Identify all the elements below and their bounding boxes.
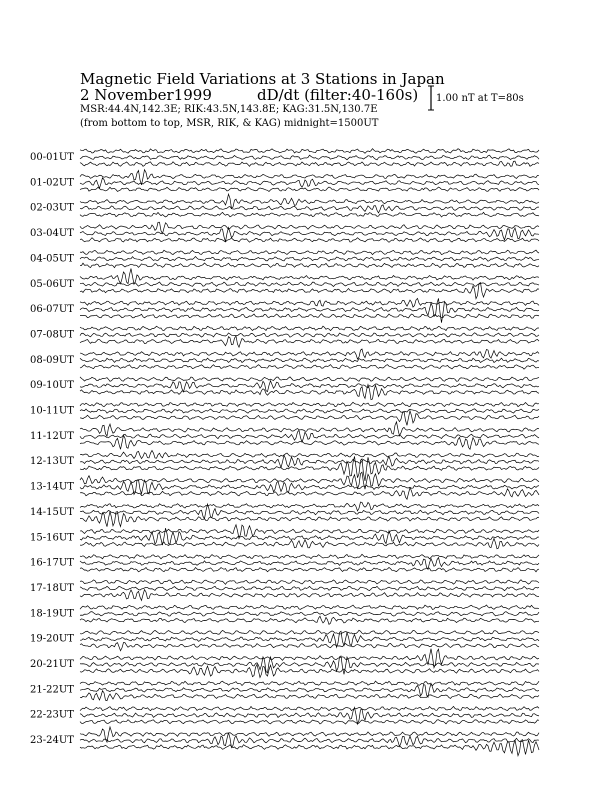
trace-kag bbox=[80, 706, 539, 710]
trace-kag bbox=[80, 580, 539, 585]
trace-msr bbox=[80, 740, 539, 756]
trace-kag bbox=[80, 422, 539, 436]
row-label: 16-17UT bbox=[30, 557, 74, 569]
trace-kag bbox=[80, 298, 539, 307]
row-label: 10-11UT bbox=[30, 405, 74, 417]
trace-msr bbox=[80, 336, 539, 347]
date-label: 2 November1999 bbox=[80, 86, 212, 104]
trace-row bbox=[30, 649, 539, 678]
trace-msr bbox=[80, 385, 539, 400]
trace-row bbox=[30, 605, 539, 624]
trace-row bbox=[30, 250, 539, 267]
row-label: 20-21UT bbox=[30, 659, 74, 670]
trace-rik bbox=[80, 155, 539, 160]
trace-msr bbox=[80, 590, 539, 601]
trace-rik bbox=[80, 381, 539, 392]
trace-kag bbox=[80, 630, 539, 634]
trace-row bbox=[30, 326, 539, 347]
row-label: 21-22UT bbox=[30, 684, 74, 696]
trace-kag bbox=[80, 149, 539, 154]
trace-kag bbox=[80, 450, 539, 458]
row-label: 12-13UT bbox=[30, 456, 74, 468]
trace-rik bbox=[80, 178, 539, 188]
trace-row bbox=[30, 681, 539, 701]
trace-msr bbox=[80, 365, 539, 370]
scale-bar bbox=[428, 86, 434, 110]
trace-msr bbox=[80, 643, 539, 651]
trace-row bbox=[30, 269, 539, 299]
trace-row bbox=[30, 525, 539, 549]
trace-rik bbox=[80, 656, 539, 674]
trace-row bbox=[30, 149, 539, 167]
trace-rik bbox=[80, 612, 539, 616]
trace-msr bbox=[80, 263, 539, 268]
row-label: 11-12UT bbox=[30, 430, 74, 442]
trace-rik bbox=[80, 430, 539, 442]
trace-msr bbox=[80, 720, 539, 724]
scale-bar-label: 1.00 nT at T=80s bbox=[436, 93, 524, 104]
chart-title: Magnetic Field Variations at 3 Stations in Japan bbox=[80, 70, 445, 88]
trace-row bbox=[30, 450, 539, 481]
trace-rik bbox=[80, 257, 539, 262]
trace-row bbox=[30, 580, 539, 601]
trace-row bbox=[30, 630, 539, 650]
trace-kag bbox=[80, 727, 539, 742]
row-label: 04-05UT bbox=[30, 253, 74, 265]
trace-rik bbox=[80, 333, 539, 337]
trace-rik bbox=[80, 409, 539, 413]
trace-kag bbox=[80, 502, 539, 511]
row-label: 08-09UT bbox=[30, 354, 74, 366]
trace-row bbox=[30, 222, 539, 242]
trace-msr bbox=[80, 161, 539, 166]
trace-row bbox=[30, 554, 539, 572]
row-label: 06-07UT bbox=[30, 304, 74, 316]
trace-msr bbox=[80, 435, 539, 449]
trace-row bbox=[30, 706, 539, 724]
row-label: 18-19UT bbox=[30, 608, 74, 620]
row-label: 02-03UT bbox=[30, 202, 74, 214]
trace-row bbox=[30, 727, 539, 756]
trace-msr bbox=[80, 187, 539, 191]
trace-msr bbox=[80, 314, 539, 318]
row-label: 00-01UT bbox=[30, 152, 74, 163]
trace-rik bbox=[80, 683, 539, 697]
trace-rik bbox=[80, 586, 539, 590]
trace-kag bbox=[80, 222, 539, 233]
trace-row bbox=[30, 502, 539, 527]
row-label: 14-15UT bbox=[30, 506, 74, 518]
trace-msr bbox=[80, 664, 539, 677]
trace-rik bbox=[80, 733, 539, 748]
row-label: 19-20UT bbox=[30, 633, 74, 645]
trace-kag bbox=[80, 194, 539, 208]
row-label: 03-04UT bbox=[30, 228, 74, 240]
trace-msr bbox=[80, 212, 539, 217]
row-label: 17-18UT bbox=[30, 582, 74, 594]
trace-msr bbox=[80, 567, 539, 571]
trace-row bbox=[30, 472, 539, 499]
row-label: 23-24UT bbox=[30, 735, 74, 747]
trace-row bbox=[30, 349, 539, 369]
component-label: dD/dt (filter:40-160s) bbox=[257, 86, 419, 104]
row-label: 22-23UT bbox=[30, 709, 74, 721]
row-label: 13-14UT bbox=[30, 481, 74, 493]
trace-kag bbox=[80, 349, 539, 359]
trace-msr bbox=[80, 456, 539, 481]
trace-kag bbox=[80, 402, 539, 407]
trace-row bbox=[30, 170, 539, 192]
trace-kag bbox=[80, 681, 539, 686]
trace-order-note: (from bottom to top, MSR, RIK, & KAG) midnight=1500UT bbox=[80, 118, 379, 129]
trace-row bbox=[30, 402, 539, 425]
trace-kag bbox=[80, 377, 539, 382]
row-label: 07-08UT bbox=[30, 329, 74, 341]
row-label: 05-06UT bbox=[30, 278, 74, 290]
trace-msr bbox=[80, 411, 539, 426]
trace-msr bbox=[80, 238, 539, 243]
trace-kag bbox=[80, 269, 539, 285]
trace-row bbox=[30, 422, 539, 450]
trace-rik bbox=[80, 455, 539, 467]
trace-rik bbox=[80, 358, 539, 362]
trace-row bbox=[30, 194, 539, 217]
trace-kag bbox=[80, 554, 539, 559]
trace-rik bbox=[80, 282, 539, 287]
trace-rik bbox=[80, 205, 539, 213]
trace-kag bbox=[80, 605, 539, 610]
trace-msr bbox=[80, 616, 539, 624]
trace-row bbox=[30, 377, 539, 400]
trace-msr bbox=[80, 511, 539, 526]
row-label: 09-10UT bbox=[30, 380, 74, 392]
row-label: 01-02UT bbox=[30, 177, 74, 189]
trace-kag bbox=[80, 326, 539, 331]
trace-rik bbox=[80, 558, 539, 570]
trace-row bbox=[30, 298, 539, 322]
station-coordinates: MSR:44.4N,142.3E; RIK:43.5N,143.8E; KAG:31.5N,130.7E bbox=[80, 104, 378, 115]
row-label: 15-16UT bbox=[30, 532, 74, 544]
trace-kag bbox=[80, 250, 539, 254]
trace-msr bbox=[80, 691, 539, 701]
trace-kag bbox=[80, 525, 539, 539]
